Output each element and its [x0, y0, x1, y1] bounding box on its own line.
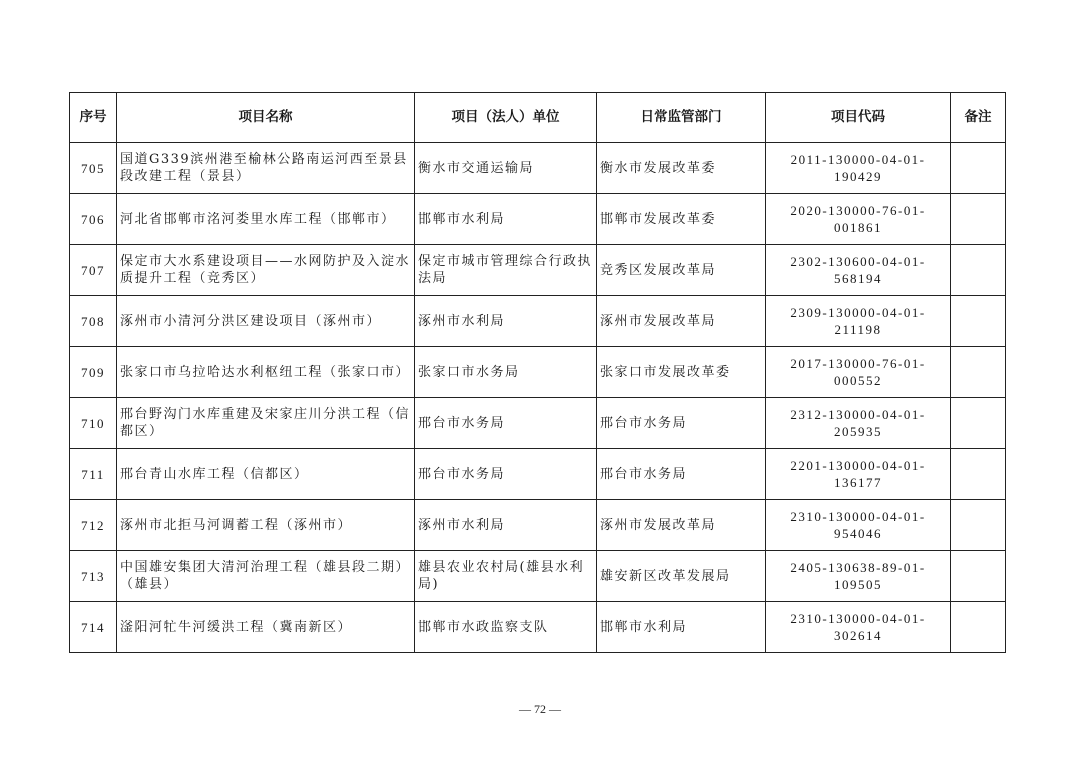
cell-seq: 711 [70, 449, 117, 500]
cell-project-name: 滏阳河牤牛河缓洪工程（冀南新区） [117, 602, 415, 653]
cell-seq: 710 [70, 398, 117, 449]
cell-note [951, 551, 1006, 602]
cell-project-code: 2201-130000-04-01-136177 [766, 449, 951, 500]
cell-note [951, 194, 1006, 245]
table-row [70, 143, 1006, 194]
cell-seq: 714 [70, 602, 117, 653]
cell-project-unit: 衡水市交通运输局 [415, 143, 597, 194]
cell-seq: 708 [70, 296, 117, 347]
cell-project-name: 中国雄安集团大清河治理工程（雄县段二期）（雄县） [117, 551, 415, 602]
cell-project-unit: 邢台市水务局 [415, 449, 597, 500]
cell-project-code: 2405-130638-89-01-109505 [766, 551, 951, 602]
cell-supervising-dept: 竞秀区发展改革局 [597, 245, 766, 296]
cell-project-code: 2302-130600-04-01-568194 [766, 245, 951, 296]
table-row [70, 296, 1006, 347]
cell-project-name: 保定市大水系建设项目——水网防护及入淀水质提升工程（竞秀区） [117, 245, 415, 296]
cell-supervising-dept: 涿州市发展改革局 [597, 296, 766, 347]
table-row [70, 398, 1006, 449]
cell-project-code: 2310-130000-04-01-302614 [766, 602, 951, 653]
cell-project-name: 涿州市小清河分洪区建设项目（涿州市） [117, 296, 415, 347]
cell-seq: 707 [70, 245, 117, 296]
page-number: — 72 — [519, 702, 561, 716]
cell-seq: 709 [70, 347, 117, 398]
cell-project-unit: 保定市城市管理综合行政执法局 [415, 245, 597, 296]
cell-supervising-dept: 雄安新区改革发展局 [597, 551, 766, 602]
cell-supervising-dept: 邢台市水务局 [597, 398, 766, 449]
cell-project-name: 邢台野沟门水库重建及宋家庄川分洪工程（信都区） [117, 398, 415, 449]
cell-project-name: 邢台青山水库工程（信都区） [117, 449, 415, 500]
cell-project-unit: 涿州市水利局 [415, 500, 597, 551]
table-row [70, 449, 1006, 500]
cell-project-code: 2017-130000-76-01-000552 [766, 347, 951, 398]
table-header-row [70, 93, 1006, 143]
project-table [69, 92, 1006, 653]
cell-seq: 712 [70, 500, 117, 551]
cell-supervising-dept: 衡水市发展改革委 [597, 143, 766, 194]
cell-note [951, 143, 1006, 194]
cell-supervising-dept: 邢台市水务局 [597, 449, 766, 500]
cell-seq: 705 [70, 143, 117, 194]
header-project-unit: 项目（法人）单位 [415, 93, 597, 143]
cell-project-unit: 邯郸市水政监察支队 [415, 602, 597, 653]
header-supervising-dept: 日常监管部门 [597, 93, 766, 143]
table-row [70, 347, 1006, 398]
cell-project-code: 2310-130000-04-01-954046 [766, 500, 951, 551]
cell-project-unit: 邢台市水务局 [415, 398, 597, 449]
cell-note [951, 398, 1006, 449]
cell-supervising-dept: 涿州市发展改革局 [597, 500, 766, 551]
cell-note [951, 347, 1006, 398]
table-row [70, 551, 1006, 602]
cell-project-code: 2011-130000-04-01-190429 [766, 143, 951, 194]
header-note: 备注 [951, 93, 1006, 143]
cell-project-unit: 雄县农业农村局(雄县水利局) [415, 551, 597, 602]
table-row [70, 245, 1006, 296]
cell-supervising-dept: 张家口市发展改革委 [597, 347, 766, 398]
cell-note [951, 449, 1006, 500]
header-seq: 序号 [70, 93, 117, 143]
cell-note [951, 500, 1006, 551]
cell-project-code: 2020-130000-76-01-001861 [766, 194, 951, 245]
table-row [70, 602, 1006, 653]
cell-project-name: 张家口市乌拉哈达水利枢纽工程（张家口市） [117, 347, 415, 398]
cell-project-unit: 张家口市水务局 [415, 347, 597, 398]
cell-seq: 706 [70, 194, 117, 245]
cell-project-name: 河北省邯郸市洺河娄里水库工程（邯郸市） [117, 194, 415, 245]
cell-supervising-dept: 邯郸市水利局 [597, 602, 766, 653]
table-row [70, 194, 1006, 245]
header-project-code: 项目代码 [766, 93, 951, 143]
cell-note [951, 602, 1006, 653]
cell-project-name: 涿州市北拒马河调蓄工程（涿州市） [117, 500, 415, 551]
cell-project-name: 国道G339滨州港至榆林公路南运河西至景县段改建工程（景县） [117, 143, 415, 194]
cell-project-unit: 邯郸市水利局 [415, 194, 597, 245]
cell-project-code: 2309-130000-04-01-211198 [766, 296, 951, 347]
cell-seq: 713 [70, 551, 117, 602]
cell-note [951, 296, 1006, 347]
header-project-name: 项目名称 [117, 93, 415, 143]
cell-note [951, 245, 1006, 296]
cell-supervising-dept: 邯郸市发展改革委 [597, 194, 766, 245]
table-row [70, 500, 1006, 551]
cell-project-code: 2312-130000-04-01-205935 [766, 398, 951, 449]
cell-project-unit: 涿州市水利局 [415, 296, 597, 347]
